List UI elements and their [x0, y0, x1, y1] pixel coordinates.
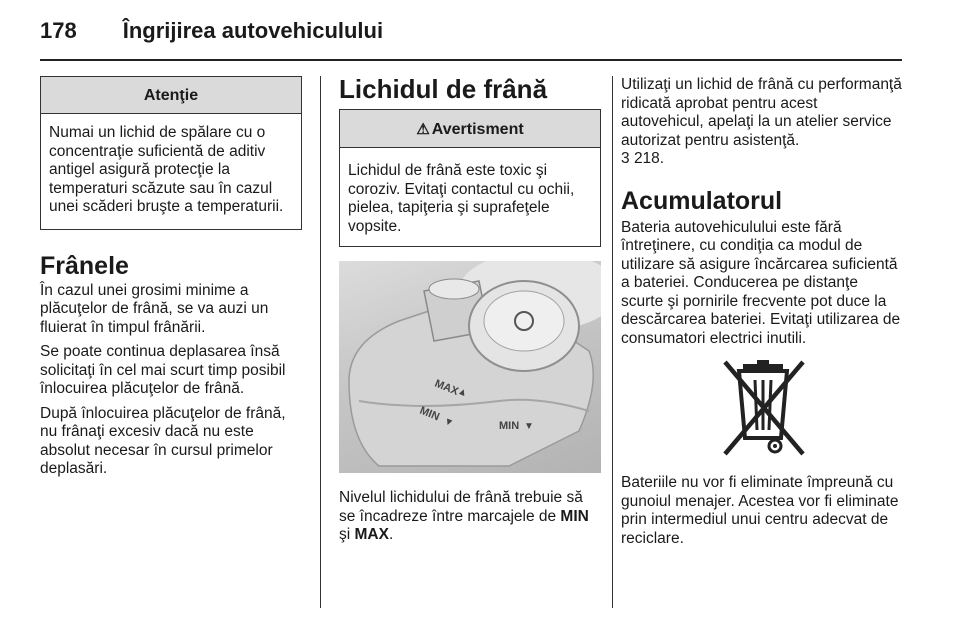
column-divider — [320, 76, 321, 608]
warning-triangle-icon: ⚠ — [416, 121, 430, 138]
page-number: 178 — [40, 18, 77, 43]
min-arrow-icon: ▼ — [441, 415, 456, 430]
warning-box-title — [340, 110, 600, 148]
brake-fluid-intro: Utilizaţi un lichid de frână cu performanţă ridicată aprobat pentru acest autovehicul, apelaţi la un atelier service autorizat pentru asistenţă. — [621, 76, 902, 149]
crossed-out-bin-icon — [703, 358, 823, 458]
page-reference — [621, 150, 904, 169]
column-divider — [612, 76, 613, 608]
header-divider — [40, 59, 902, 61]
attention-box-text: Numai un lichid de spălare cu o concentraţie suficientă de aditiv antigel asigură protecţie la temperaturi scăzute sau în cazul unei scăderi bruşte a temperaturii. — [49, 124, 284, 215]
column-1 — [40, 76, 302, 479]
caption-text: şi — [339, 526, 355, 543]
max-mark-label: MAX — [432, 377, 461, 398]
reservoir-caption — [339, 489, 601, 545]
paragraph: După înlocuirea plăcuţelor de frână, nu frânaţi excesiv dacă nu este absolut necesar în cursul primelor deplasări. — [40, 404, 286, 477]
max-arrow-icon: ▲ — [455, 385, 470, 400]
paragraph: Bateriile nu vor fi eliminate împreună cu gunoiul menajer. Acestea vor fi eliminate prin intermediul unui centru adecvat de reciclare. — [621, 474, 899, 547]
caption-text: . — [388, 526, 394, 543]
brake-fluid-reservoir-photo — [339, 261, 601, 473]
section-heading-battery: Acumulatorul — [621, 186, 783, 215]
section-heading-brakes: Frânele — [40, 251, 129, 280]
paragraph: Bateria autovehiculului este fără întreţinere, cu condiţia ca modul de utilizare să asigure încărcarea suficientă a bateriei. Conducerea pe distanţe scurte şi pornirile frecvente pot duce la descărcarea bateriei. Evitaţi utilizarea de consumatori electrici inutili. — [621, 218, 901, 347]
page-reference-number: 218. — [633, 150, 665, 167]
attention-box — [40, 76, 302, 230]
warning-box-title-text: Avertisment — [431, 121, 524, 138]
attention-box-title: Atenţie — [41, 77, 301, 114]
paragraph: În cazul unei grosimi minime a plăcuţelor de frână, se va auzi un fluierat în timpul frânării. — [40, 281, 269, 336]
min-mark-label: MIN — [417, 404, 442, 424]
caption-min: MIN — [560, 507, 589, 525]
paragraph: Se poate continua deplasarea însă solicitaţi în cel mai scurt timp posibil înlocuirea plăcuţelor de frână. — [40, 343, 286, 397]
column-2 — [339, 76, 601, 545]
min-arrow-icon: ▼ — [524, 421, 534, 432]
column-3 — [621, 76, 904, 548]
caption-text: Nivelul lichidului de frână trebuie să se încadreze între marcajele de — [339, 489, 583, 525]
page-header — [40, 18, 383, 44]
chapter-title: Îngrijirea autovehiculului — [122, 18, 384, 43]
warning-box-text: Lichidul de frână este toxic şi coroziv. Evitaţi contactul cu ochii, pielea, tapiţeria şi suprafeţele vopsite. — [348, 162, 575, 235]
caption-max: MAX — [354, 526, 389, 543]
section-heading-brake-fluid: Lichidul de frână — [339, 74, 548, 104]
page-ref-arrow-icon: 3 — [621, 150, 630, 167]
min-mark-label: MIN — [499, 420, 520, 432]
warning-box — [339, 109, 601, 247]
